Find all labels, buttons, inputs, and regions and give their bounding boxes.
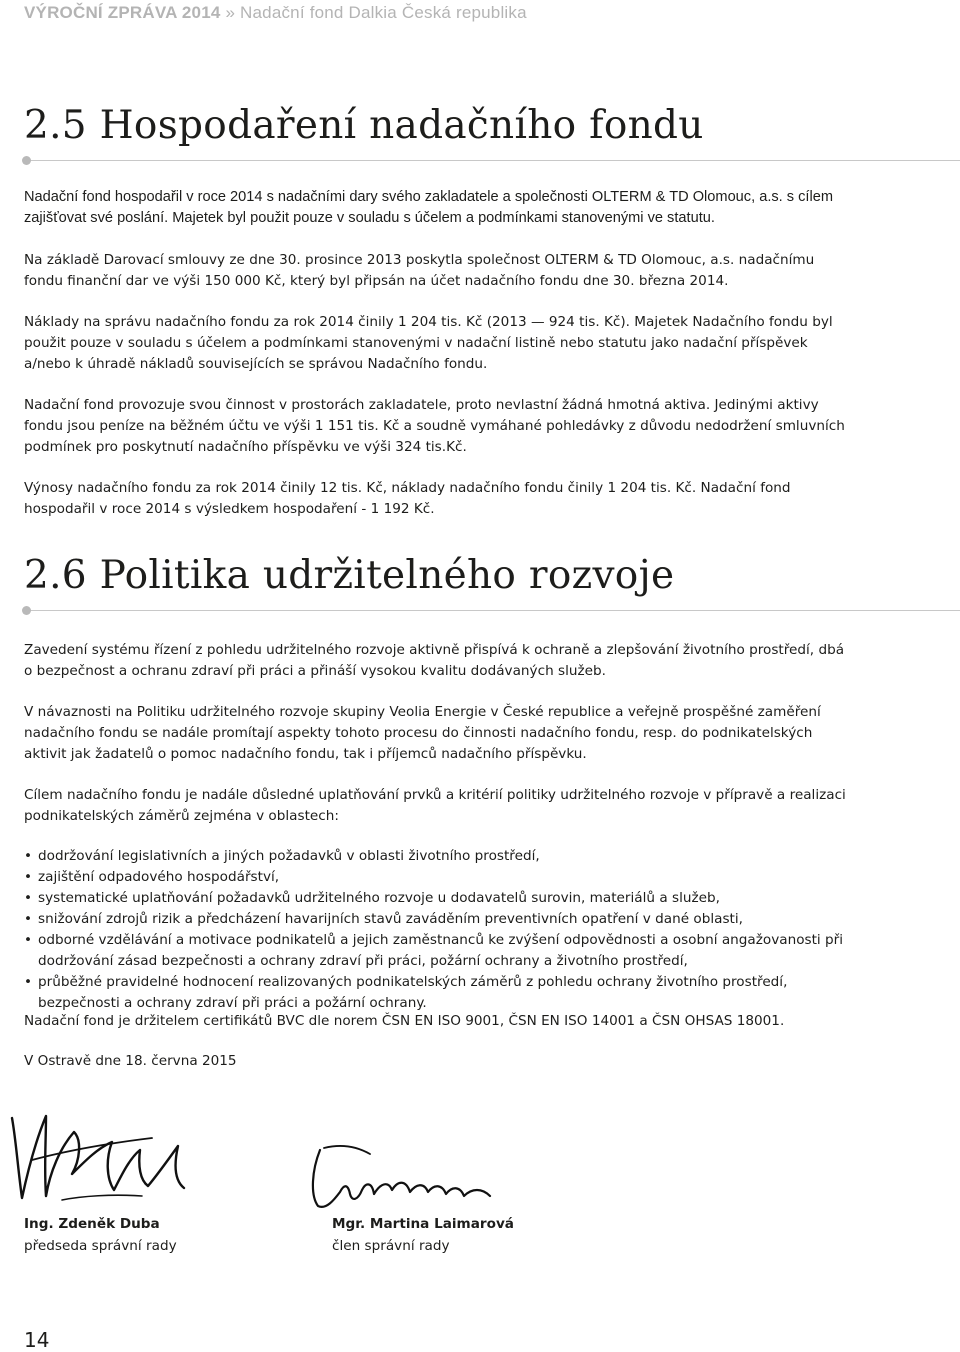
organization-name: Nadační fond Dalkia Česká republika bbox=[240, 3, 527, 22]
paragraph-hospodareni-4: Nadační fond provozuje svou činnost v prostorách zakladatele, proto nevlastní žádná hmotná aktiva. Jedinými aktivy fondu jsou peníze na běžném účtu ve výši 1 151 tis. Kč a soudně vymáhané pohledávky z důvodu nedodržení smluvních podmínek pro poskytnutí nadačního příspěvku ve výši 324 tis.Kč. bbox=[24, 397, 845, 455]
header-separator: » bbox=[220, 3, 241, 22]
section-divider bbox=[24, 160, 960, 161]
signature-laimarova bbox=[300, 1140, 510, 1220]
paragraph-hospodareni-5: Výnosy nadačního fondu za rok 2014 činily 12 tis. Kč, náklady nadačního fondu činily 1 204 tis. Kč. Nadační fond hospodařil v roce 2014 s výsledkem hospodaření - 1 192 Kč. bbox=[24, 480, 791, 517]
signer-name-laimarova: Mgr. Martina Laimarová bbox=[332, 1216, 514, 1232]
policy-bullet-list bbox=[24, 846, 854, 1014]
page-number: 14 bbox=[24, 1328, 50, 1352]
paragraph-hospodareni-3: Náklady na správu nadačního fondu za rok 2014 činily 1 204 tis. Kč (2013 — 924 tis. Kč). Majetek Nadačního fondu byl použit pouze v souladu s účelem a podmínkami stanovenými v nadační listině nebo statutu jako nadační příspěvek a/nebo k úhradě nákladů souvisejících se správou Nadačního fondu. bbox=[24, 314, 833, 372]
signer-role-laimarova: člen správní rady bbox=[332, 1238, 450, 1254]
list-item: • průběžné pravidelné hodnocení realizovaných podnikatelských záměrů z pohledu ochrany životního prostředí, bezpečnosti a ochrany zdraví při práci a požární ochrany. bbox=[24, 972, 854, 1014]
running-header bbox=[24, 3, 527, 23]
list-item: • zajištění odpadového hospodářství, bbox=[24, 867, 854, 888]
divider-dot bbox=[22, 156, 31, 165]
list-item: • dodržování legislativních a jiných požadavků v oblasti životního prostředí, bbox=[24, 846, 854, 867]
place-date: V Ostravě dne 18. června 2015 bbox=[24, 1053, 237, 1069]
signer-name-duba: Ing. Zdeněk Duba bbox=[24, 1216, 160, 1232]
divider-dot bbox=[22, 606, 31, 615]
paragraph-politika-2: V návaznosti na Politiku udržitelného rozvoje skupiny Veolia Energie v České republice a veřejně prospěšné zaměření nadačního fondu se nadále promítají aspekty tohoto procesu do činnosti nadačního fondu, resp. do podnikatelských aktivit jak žadatelů o pomoc nadačního fondu, tak i příjemců nadačního příspěvku. bbox=[24, 704, 821, 762]
paragraph-politika-1: Zavedení systému řízení z pohledu udržitelného rozvoje aktivně přispívá k ochraně a zlepšování životního prostředí, dbá o bezpečnost a ochranu zdraví při práci a přináší vysokou kvalitu dodávaných služeb. bbox=[24, 642, 845, 679]
certification-text: Nadační fond je držitelem certifikátů BVC dle norem ČSN EN ISO 9001, ČSN EN ISO 14001 a ČSN OHSAS 18001. bbox=[24, 1013, 785, 1029]
report-title: VÝROČNÍ ZPRÁVA 2014 bbox=[24, 3, 221, 22]
section-title-hospodareni: 2.5 Hospodaření nadačního fondu bbox=[24, 103, 704, 148]
paragraph-politika-3: Cílem nadačního fondu je nadále důsledné uplatňování prvků a kritérií politiky udržitelného rozvoje v přípravě a realizaci podnikatelských záměrů zejména v oblastech: bbox=[24, 787, 846, 824]
section-divider bbox=[24, 610, 960, 611]
signer-role-duba: předseda správní rady bbox=[24, 1238, 177, 1254]
signature-duba bbox=[2, 1100, 202, 1215]
paragraph-hospodareni-1: Nadační fond hospodařil v roce 2014 s nadačními dary svého zakladatele a společnosti OLTERM & TD Olomouc, a.s. s cílem zajišťovat své poslání. Majetek byl použit pouze v souladu s účelem a podmínkami stanovenými ve statutu. bbox=[24, 189, 833, 226]
paragraph-hospodareni-2: Na základě Darovací smlouvy ze dne 30. prosince 2013 poskytla společnost OLTERM & TD Olomouc, a.s. nadačnímu fondu finanční dar ve výši 150 000 Kč, který byl připsán na účet nadačního fondu dne 30. března 2014. bbox=[24, 252, 815, 289]
list-item: • odborné vzdělávání a motivace podnikatelů a jejich zaměstnanců ke zvýšení odpovědnosti a osobní angažovanosti při dodržování zásad bezpečnosti a ochrany zdraví při práci, požární ochrany a životního prostředí, bbox=[24, 930, 854, 972]
list-item: • systematické uplatňování požadavků udržitelného rozvoje u dodavatelů surovin, materiálů a služeb, bbox=[24, 888, 854, 909]
section-title-politika: 2.6 Politika udržitelného rozvoje bbox=[24, 553, 675, 598]
list-item: • snižování zdrojů rizik a předcházení havarijních stavů zaváděním preventivních opatření v dané oblasti, bbox=[24, 909, 854, 930]
